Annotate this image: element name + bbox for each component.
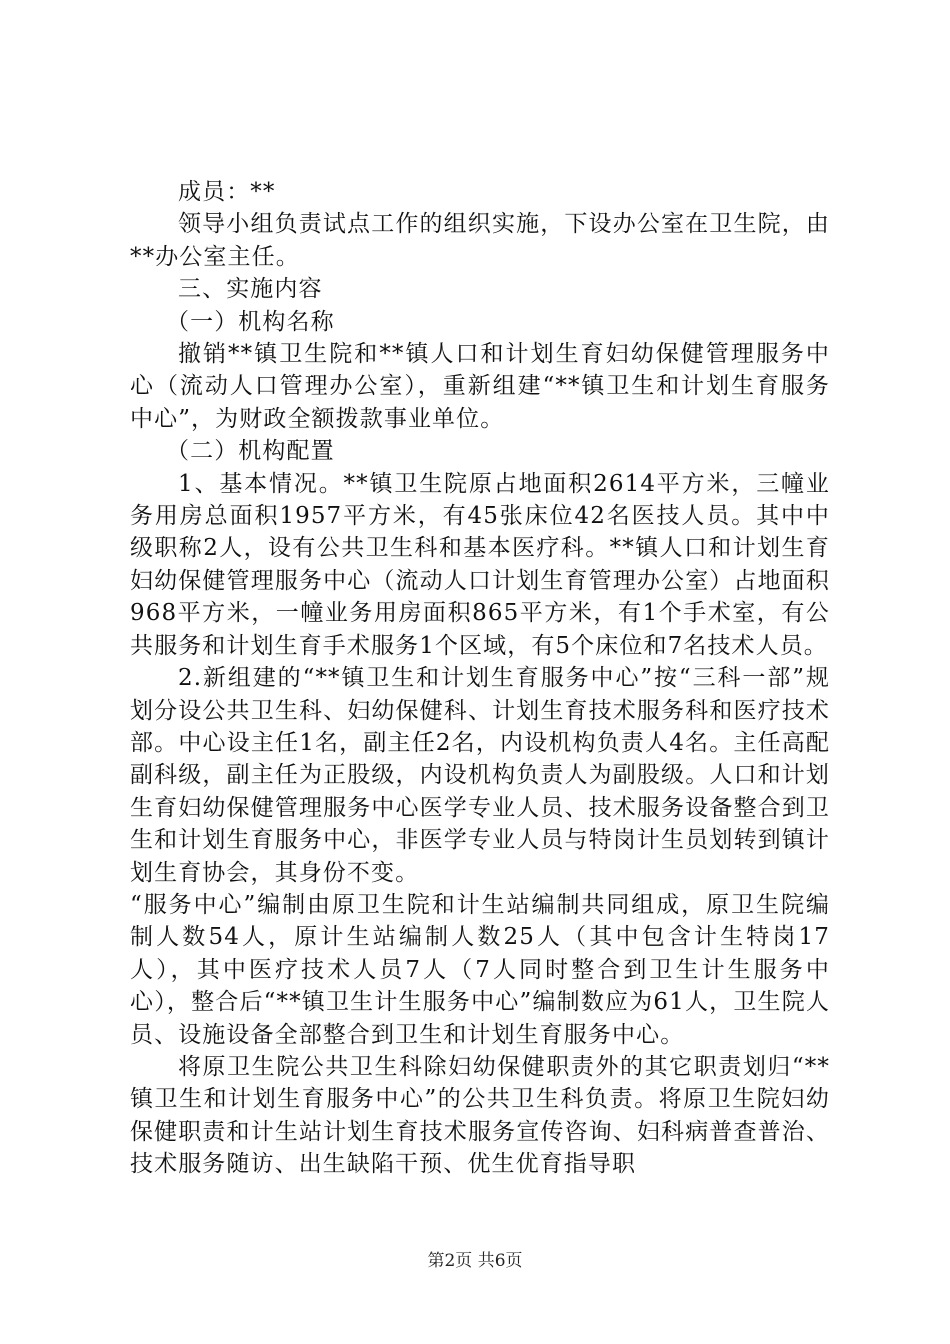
paragraph-members: 成员：** — [178, 179, 276, 205]
section-heading-implementation: 三、实施内容 — [178, 276, 323, 303]
paragraph-leadership: 领导小组负责试点工作的组织实施，下设办公室在卫生院，由**办公室主任。 — [130, 211, 830, 270]
paragraph-institution-name: 撤销**镇卫生院和**镇人口和计划生育妇幼保健管理服务中心（流动人口管理办公室），重新组建“**镇卫生和计划生育服务中心”，为财政全额拨款事业单位。 — [130, 341, 830, 432]
document-body — [130, 176, 830, 1181]
paragraph-basic-situation: 1、基本情况。**镇卫生院原占地面积2614平方米，三幢业务用房总面积1957平方米，有45张床位42名医技人员。其中中级职称2人，设有公共卫生科和基本医疗科。**镇人口和计划生育妇幼保健管理服务中心（流动人口计划生育管理办公室）占地面积968平方米，一幢业务用房面积865平方米，有1个手术室，有公共服务和计划生育手术服务1个区域，有5个床位和7名技术人员。 — [130, 470, 830, 659]
paragraph-duties: 将原卫生院公共卫生科除妇幼保健职责外的其它职责划归“**镇卫生和计划生育服务中心”的公共卫生科负责。将原卫生院妇幼保健职责和计生站计划生育技术服务宣传咨询、妇科病普查普治、技术服务随访、出生缺陷干预、优生优育指导职 — [130, 1053, 830, 1178]
paragraph-staffing: “服务中心”编制由原卫生院和计生站编制共同组成，原卫生院编制人数54人，原计生站编制人数25人（其中包含计生特岗17人），其中医疗技术人员7人（7人同时整合到卫生计生服务中心），整合后“**镇卫生计生服务中心”编制数应为61人，卫生院人员、设施设备全部整合到卫生和计划生育服务中心。 — [130, 891, 830, 1048]
page-number-footer: 第2页 共6页 — [427, 1251, 523, 1271]
subsection-heading-config: （二）机构配置 — [166, 438, 335, 465]
subsection-heading-name: （一）机构名称 — [166, 308, 335, 335]
paragraph-new-structure: 2.新组建的“**镇卫生和计划生育服务中心”按“三科一部”规划分设公共卫生科、妇幼保健科、计划生育技术服务科和医疗技术部。中心设主任1名，副主任2名，内设机构负责人4名。主任高配副科级，副主任为正股级，内设机构负责人为副股级。人口和计划生育妇幼保健管理服务中心医学专业人员、技术服务设备整合到卫生和计划生育服务中心，非医学专业人员与特岗计生员划转到镇计划生育协会，其身份不变。 — [130, 665, 830, 886]
